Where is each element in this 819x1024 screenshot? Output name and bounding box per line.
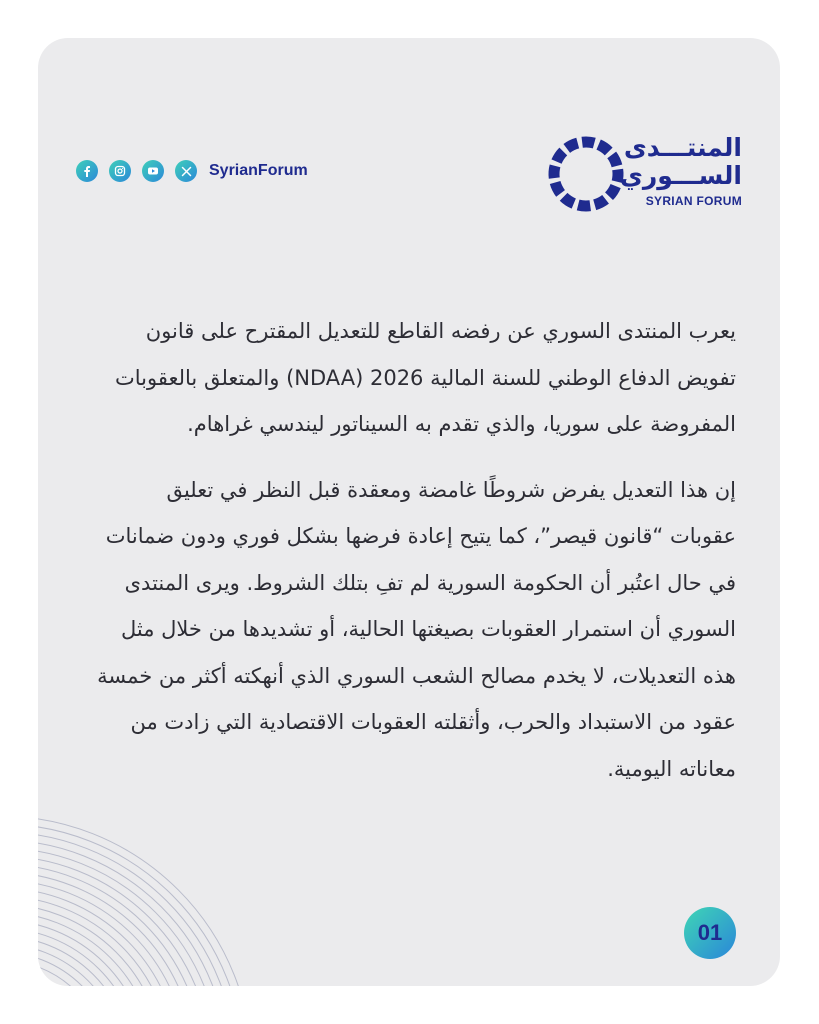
syrian-forum-logo	[544, 132, 754, 212]
post-card	[38, 38, 780, 986]
instagram-icon[interactable]	[109, 160, 131, 182]
facebook-icon[interactable]	[76, 160, 98, 182]
logo-english: SYRIAN FORUM	[645, 194, 742, 208]
social-handle[interactable]: SyrianForum	[209, 162, 308, 179]
social-bar	[76, 160, 308, 182]
ring-logo-icon	[544, 132, 628, 216]
paragraph-1: يعرب المنتدى السوري عن رفضه القاطع للتعديل المقترح على قانون تفويض الدفاع الوطني للسنة المالية 2026 (NDAA) والمتعلق بالعقوبات المفروضة على سوريا، والذي تقدم به السيناتور ليندسي غراهام.	[115, 319, 736, 436]
logo-arabic-line2: الســـوري	[619, 161, 742, 190]
paragraph-2: إن هذا التعديل يفرض شروطًا غامضة ومعقدة قبل النظر في تعليق عقوبات “قانون قيصر”، كما يتيح إعادة فرضها بشكل فوري ودون ضمانات في حال اعتُبر أن الحكومة السورية لم تفِ بتلك الشروط. ويرى المنتدى السوري أن استمرار العقوبات بصيغتها الحالية، أو تشديدها من خلال مثل هذه التعديلات، لا يخدم مصالح الشعب السوري الذي أنهكته أكثر من خمسة عقود من الاستبداد والحرب، وأثقلته العقوبات الاقتصادية التي زادت من معاناته اليومية.	[97, 477, 736, 781]
logo-arabic-line1: المنتـــدى	[623, 133, 742, 162]
youtube-icon[interactable]	[142, 160, 164, 182]
page-number-badge: 01	[684, 907, 736, 959]
x-icon[interactable]	[175, 160, 197, 182]
statement-text	[96, 308, 736, 811]
